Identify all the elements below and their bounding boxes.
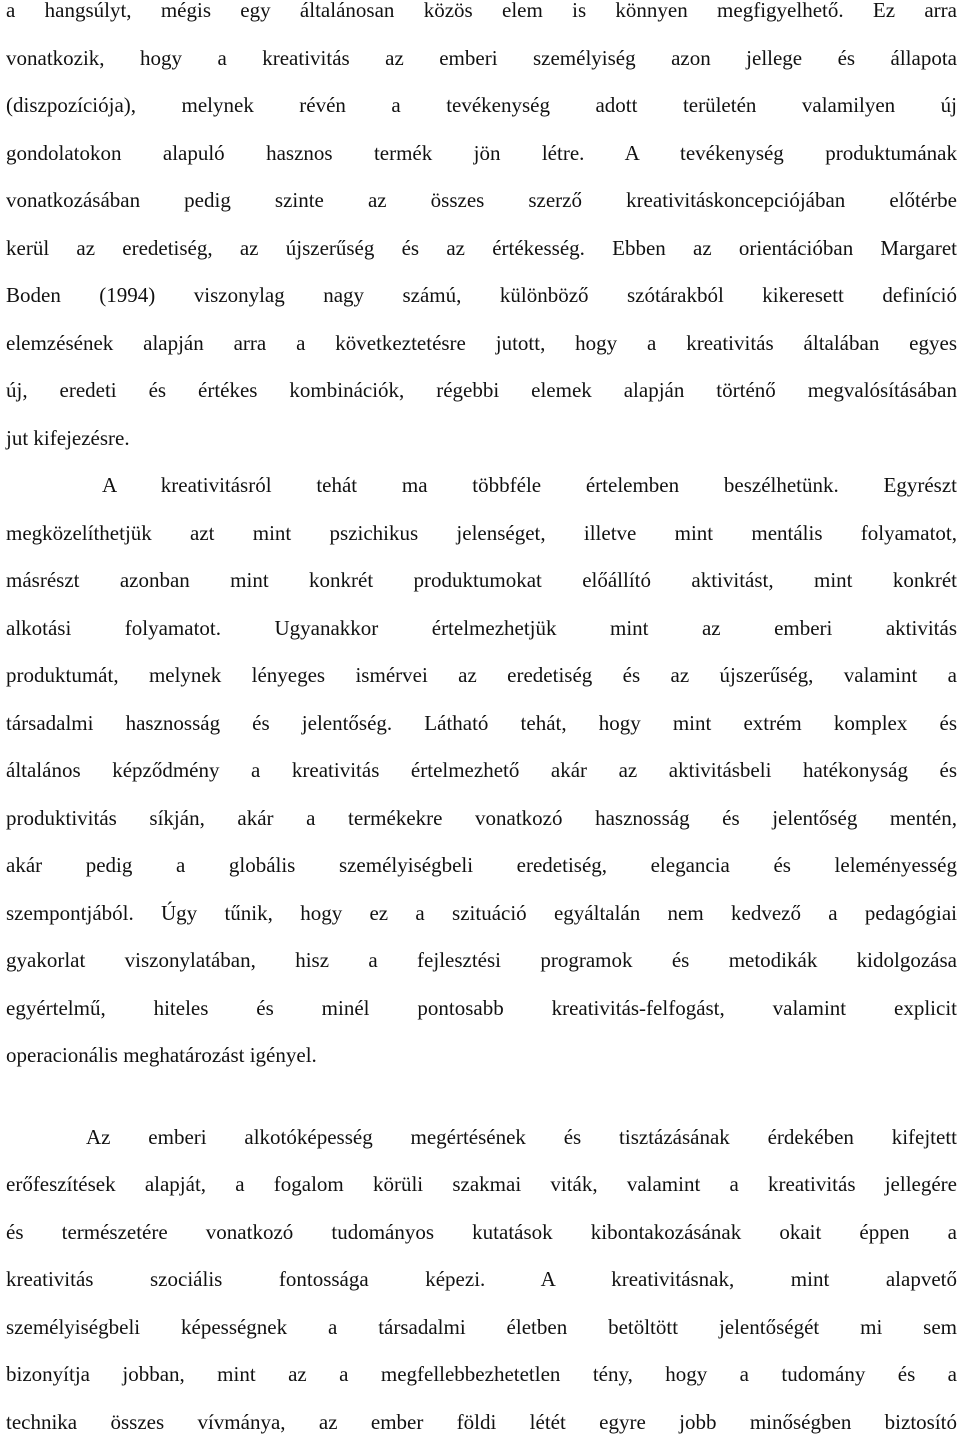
text-line: és természetére vonatkozó tudományos kutatások kibontakozásának okait éppen a <box>6 1209 957 1257</box>
text-line: másrészt azonban mint konkrét produktumokat előállító aktivitást, mint konkrét <box>6 557 957 605</box>
text-line: (diszpozíciója), melynek révén a tevékenység adott területén valamilyen új <box>6 82 957 130</box>
text-line: vonatkozásában pedig szinte az összes szerző kreativitáskoncepciójában előtérbe <box>6 177 957 225</box>
paragraph-3 <box>6 1114 957 1446</box>
text-line: társadalmi hasznosság és jelentőség. Látható tehát, hogy mint extrém komplex és <box>6 700 957 748</box>
text-line: elemzésének alapján arra a következtetésre jutott, hogy a kreativitás általában egyes <box>6 320 957 368</box>
text-line: új, eredeti és értékes kombinációk, régebbi elemek alapján történő megvalósításában <box>6 367 957 415</box>
paragraph-1 <box>6 0 957 462</box>
text-line: alkotási folyamatot. Ugyanakkor értelmezhetjük mint az emberi aktivitás <box>6 605 957 653</box>
text-line: A kreativitásról tehát ma többféle értelemben beszélhetünk. Egyrészt <box>6 462 957 510</box>
text-line: akár pedig a globális személyiségbeli eredetiség, elegancia és leleményesség <box>6 842 957 890</box>
text-line: vonatkozik, hogy a kreativitás az emberi személyiség azon jellege és állapota <box>6 35 957 83</box>
text-line: Boden (1994) viszonylag nagy számú, különböző szótárakból kikeresett definíció <box>6 272 957 320</box>
text-line: erőfeszítések alapját, a fogalom körüli szakmai viták, valamint a kreativitás jellegére <box>6 1161 957 1209</box>
text-line: kerül az eredetiség, az újszerűség és az értékesség. Ebben az orientációban Margaret <box>6 225 957 273</box>
paragraph-spacer <box>6 1080 957 1114</box>
document-page <box>6 0 957 1446</box>
text-line: produktumát, melynek lényeges ismérvei az eredetiség és az újszerűség, valamint a <box>6 652 957 700</box>
text-line: produktivitás síkján, akár a termékekre vonatkozó hasznosság és jelentőség mentén, <box>6 795 957 843</box>
text-line: szempontjából. Úgy tűnik, hogy ez a szituáció egyáltalán nem kedvező a pedagógiai <box>6 890 957 938</box>
text-line: a hangsúlyt, mégis egy általánosan közös elem is könnyen megfigyelhető. Ez arra <box>6 0 957 35</box>
text-line: egyértelmű, hiteles és minél pontosabb kreativitás-felfogást, valamint explicit <box>6 985 957 1033</box>
text-line: Az emberi alkotóképesség megértésének és tisztázásának érdekében kifejtett <box>6 1114 957 1162</box>
text-line: gyakorlat viszonylatában, hisz a fejlesztési programok és metodikák kidolgozása <box>6 937 957 985</box>
text-line: technika összes vívmánya, az ember földi létét egyre jobb minőségben biztosító <box>6 1399 957 1446</box>
text-line: kreativitás szociális fontossága képezi. A kreativitásnak, mint alapvető <box>6 1256 957 1304</box>
text-line: bizonyítja jobban, mint az a megfellebbezhetetlen tény, hogy a tudomány és a <box>6 1351 957 1399</box>
paragraph-2 <box>6 462 957 1080</box>
text-line: megközelíthetjük azt mint pszichikus jelenséget, illetve mint mentális folyamatot, <box>6 510 957 558</box>
text-line: operacionális meghatározást igényel. <box>6 1032 957 1080</box>
text-line: gondolatokon alapuló hasznos termék jön létre. A tevékenység produktumának <box>6 130 957 178</box>
text-line: személyiségbeli képességnek a társadalmi életben betöltött jelentőségét mi sem <box>6 1304 957 1352</box>
text-line: jut kifejezésre. <box>6 415 957 463</box>
text-line: általános képződmény a kreativitás értelmezhető akár az aktivitásbeli hatékonyság és <box>6 747 957 795</box>
